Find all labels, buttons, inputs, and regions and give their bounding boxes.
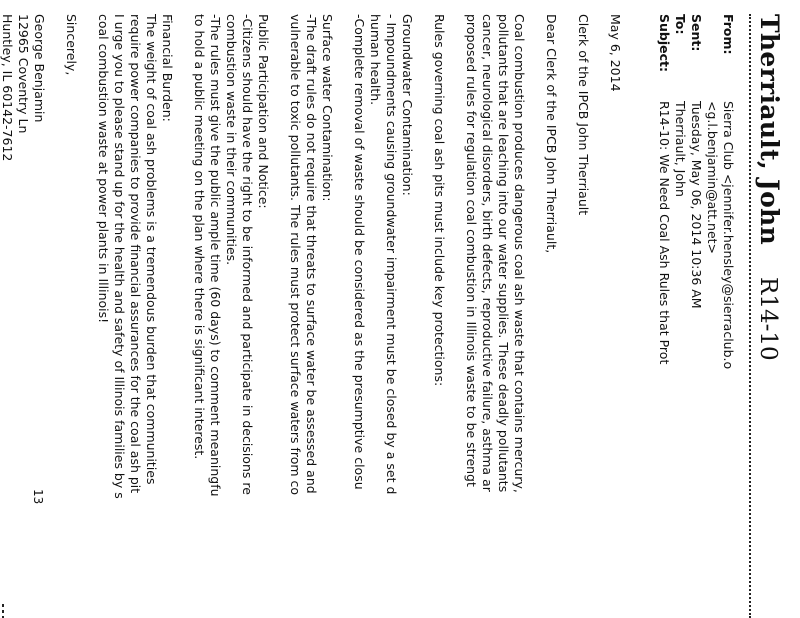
public-participation-heading: Public Participation and Notice: [256,14,271,209]
closing-plea-line: I urge you to please stand up for the health and safety of Illinois families by s [112,14,127,499]
groundwater-heading: Groundwater Contamination: [400,14,415,196]
financial-line: require power companies to provide financial assurances for the coal ash pit [128,14,143,494]
letter-recipient: Clerk of the IPCB John Therriault [576,14,591,216]
signature-name: George Benjamin [32,14,47,123]
to-value: Therriault, John [673,101,688,197]
public-participation-line: combustion waste in their communities. [224,14,239,266]
intro-line: proposed rules for regulation coal combustion in Illinois waste to be strengt [464,14,479,487]
scan-speck [2,610,4,613]
surface-water-heading: Surface water Contamination: [320,14,335,202]
to-label: To: [673,14,688,35]
sent-label: Sent: [689,14,704,52]
key-protections-line: Rules governing coal ash pits must include key protections: [432,14,447,387]
intro-line: Coal combustion produces dangerous coal ash waste that contains mercury, [512,14,527,493]
sender-name: Therriault, John [755,14,784,246]
signoff: Sincerely, [64,14,79,76]
closing-plea-line: coal combustion waste at power plants in Illinois! [96,14,111,324]
letter-salutation: Dear Clerk of the IPCB John Therriault, [544,14,559,254]
groundwater-line: -Complete removal of waste should be considered as the presumptive closu [352,14,367,490]
docket-label: R14-10 [755,277,781,361]
letter-date: May 6, 2014 [608,14,623,92]
surface-water-line: -The draft rules do not require that threats to surface water be assessed and [304,14,319,494]
public-participation-line: -The rules must give the public ample time (60 days) to comment meaningfu [208,14,223,497]
intro-line: pollutants that are leaching into our water supplies. These deadly pollutants [496,14,511,493]
groundwater-line: - Impoundments causing groundwater impairment must be closed by a set d [384,14,399,495]
financial-line: The weight of coal ash problems is a tremendous burden that communities [144,14,159,485]
financial-heading: Financial Burden: [160,14,175,122]
signature-address: 12965 Coventry Ln [16,14,31,134]
public-participation-line: -Citizens should have the right to be informed and participate in decisions re [240,14,255,495]
from-label: From: [721,14,736,55]
intro-line: cancer, neurological disorders, birth defects, reproductive failure, asthma ar [480,14,495,492]
groundwater-line: human health. [368,14,383,106]
page-number: 13 [31,489,45,505]
from-value: Sierra Club <jennifer.hensley@sierraclub.o [721,101,736,370]
subject-value: R14-10: We Need Coal Ash Rules that Prot [657,101,672,365]
signature-city: Huntley, IL 60142-7612 [0,14,15,162]
public-participation-line: to hold a public meeting on the plan where there is significant interest. [192,14,207,460]
sent-value: Tuesday, May 06, 2014 10:36 AM [689,101,704,309]
scan-speck [2,604,4,607]
from-value-email: <g.l.benjamin@att.net> [705,101,720,255]
surface-water-line: vulnerable to toxic pollutants. The rules must protect surface waters from co [288,14,303,496]
subject-label: Subject: [657,14,672,72]
header-divider [749,14,751,618]
